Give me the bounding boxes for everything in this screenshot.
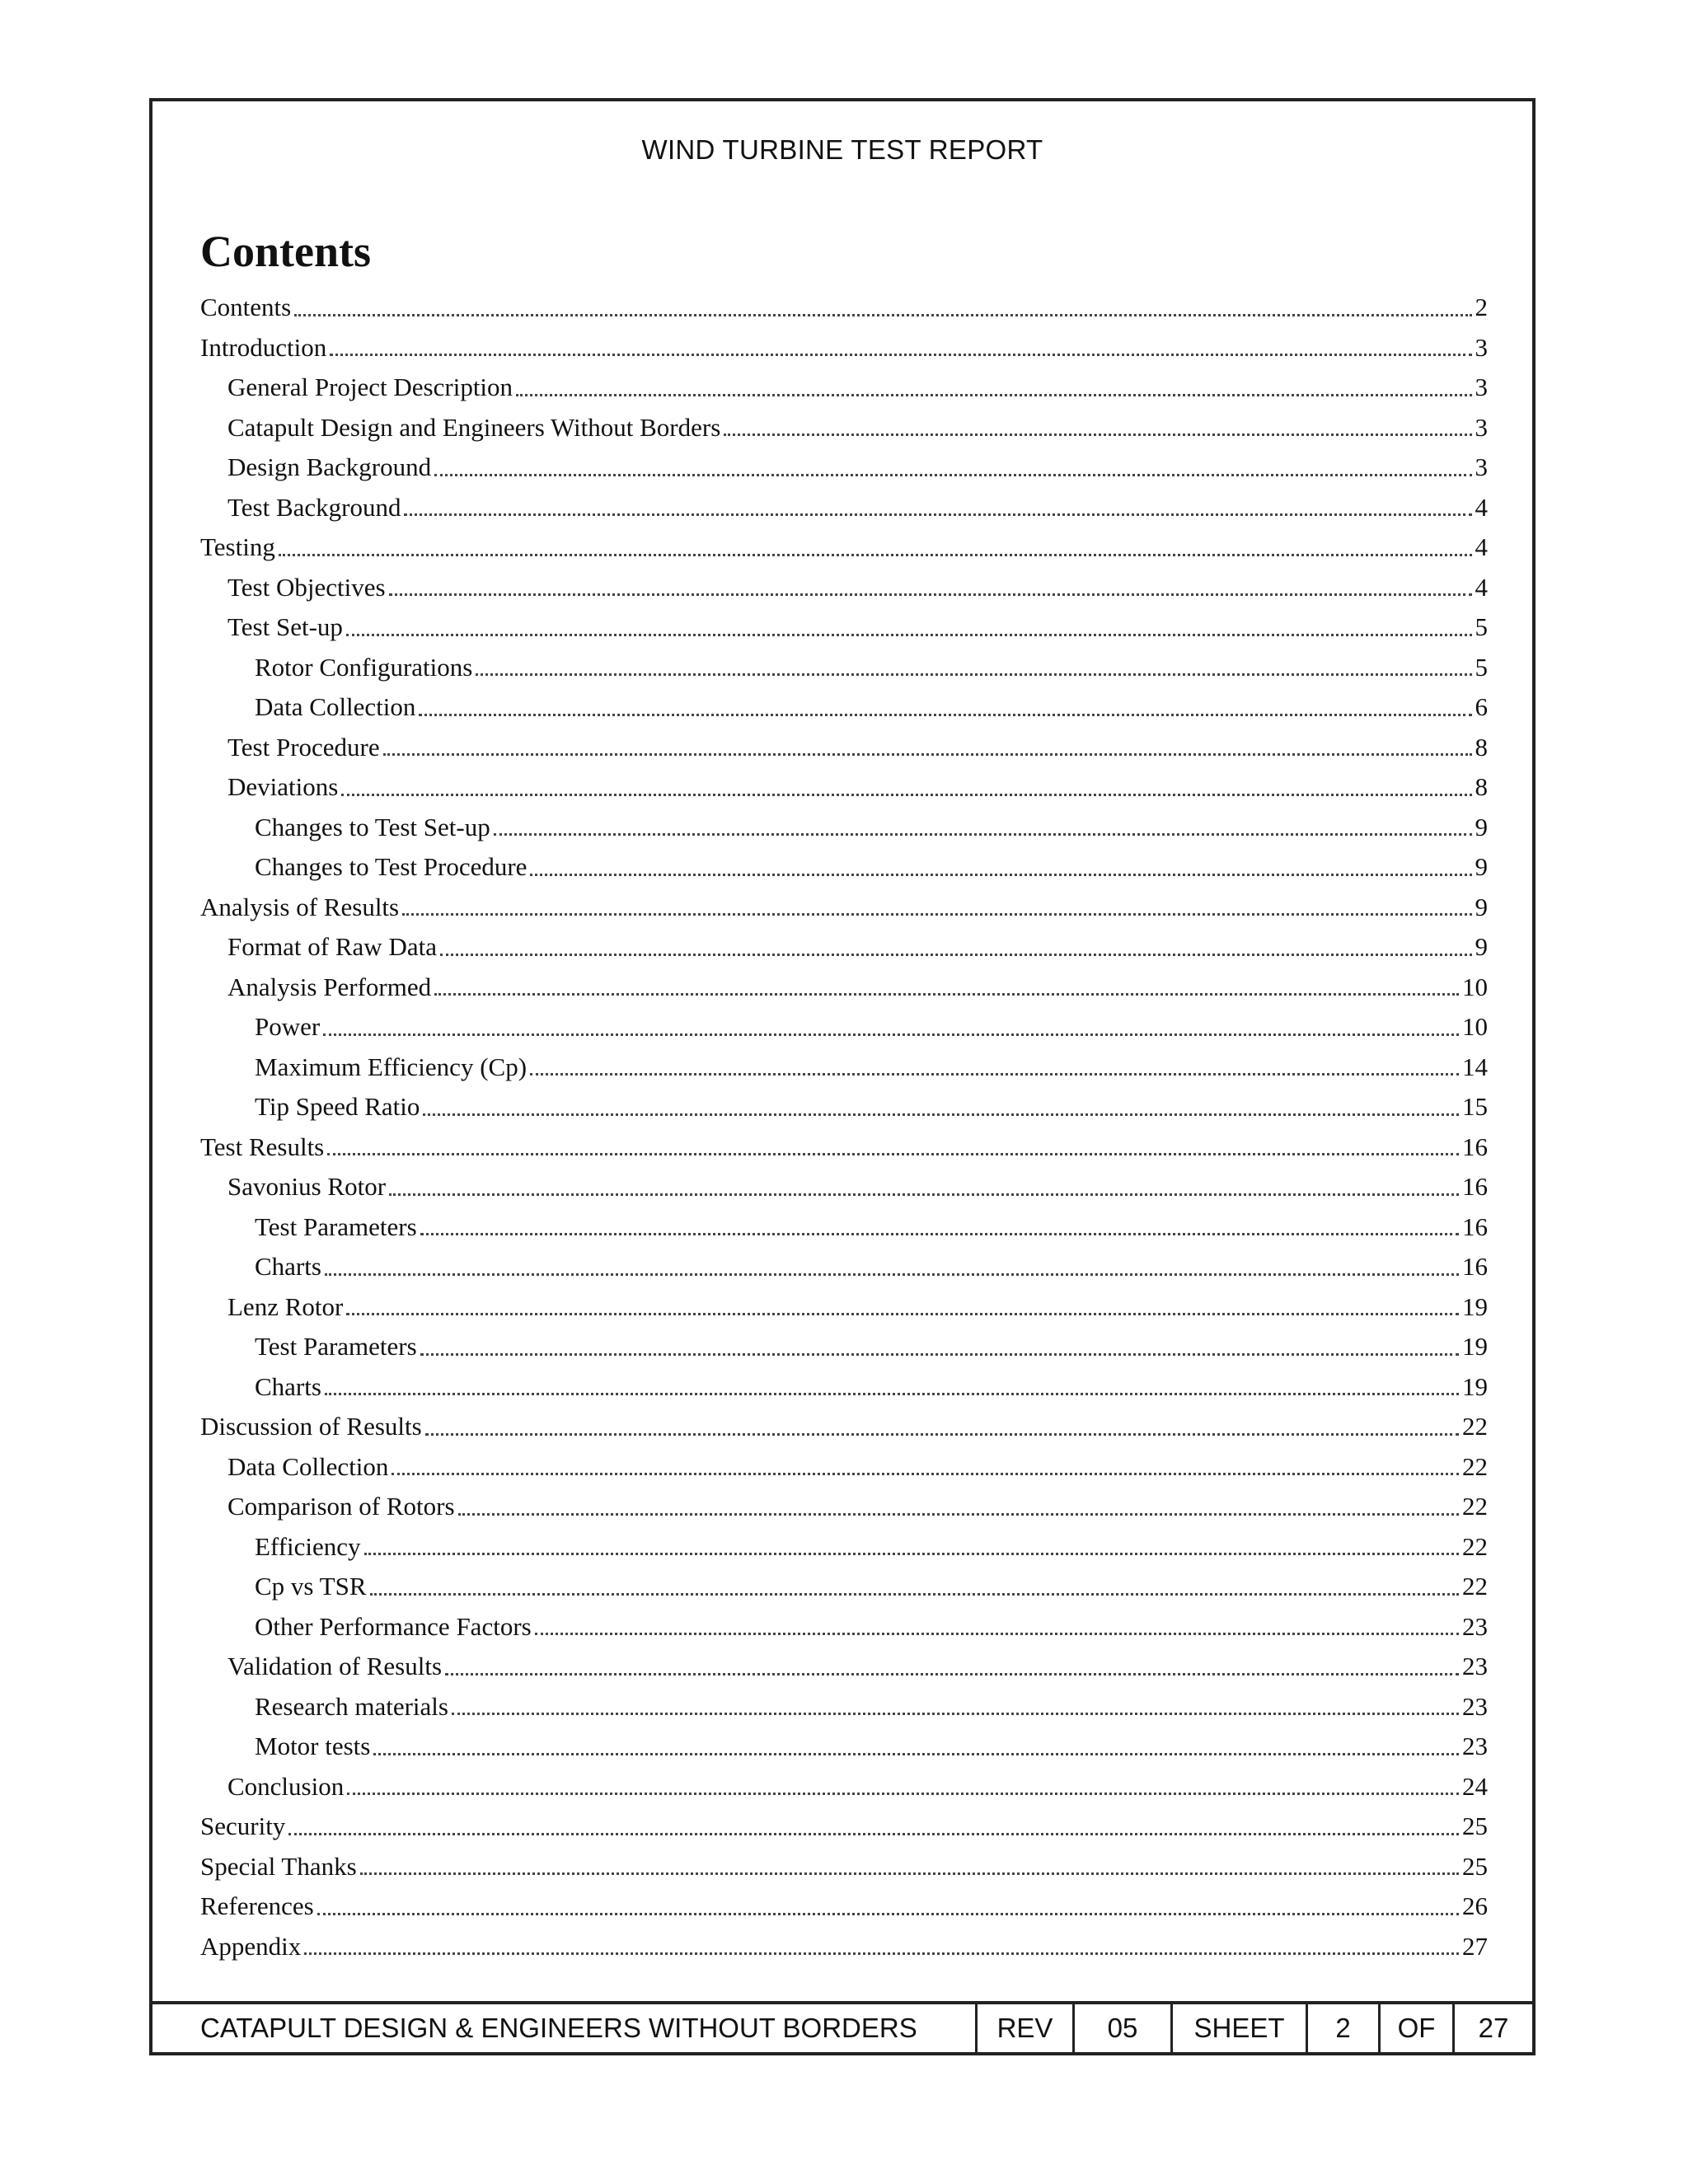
toc-entry-label: Testing (200, 532, 275, 562)
toc-dot-leader (425, 1433, 1459, 1436)
toc-entry-page: 15 (1462, 1092, 1488, 1122)
toc-entry-page: 4 (1475, 572, 1488, 602)
toc-entry-label: Special Thanks (200, 1851, 357, 1881)
footer-of-label: OF (1378, 2004, 1452, 2052)
toc-entry-page: 4 (1475, 532, 1488, 562)
toc-entry[interactable] (200, 1847, 1488, 1887)
toc-entry-label: Tip Speed Ratio (255, 1092, 420, 1122)
toc-entry-page: 8 (1475, 772, 1488, 802)
toc-entry-label: Appendix (200, 1931, 302, 1961)
toc-entry[interactable] (200, 1607, 1488, 1647)
toc-entry-label: Test Background (227, 492, 401, 522)
toc-entry-page: 3 (1475, 373, 1488, 402)
toc-entry-label: Rotor Configurations (255, 652, 473, 682)
toc-entry-label: Security (200, 1811, 286, 1841)
toc-entry[interactable] (200, 1487, 1488, 1527)
toc-dot-leader (434, 993, 1459, 996)
toc-entry-label: References (200, 1891, 314, 1921)
toc-entry[interactable] (200, 1007, 1488, 1047)
toc-entry[interactable] (200, 1687, 1488, 1727)
toc-entry-page: 22 (1462, 1451, 1488, 1481)
toc-entry-page: 9 (1475, 892, 1488, 921)
toc-dot-leader (392, 1473, 1459, 1475)
toc-dot-leader (458, 1513, 1459, 1516)
toc-entry-page: 10 (1462, 1012, 1488, 1042)
toc-entry[interactable] (200, 1367, 1488, 1408)
toc-entry-label: Introduction (200, 332, 327, 362)
toc-entry[interactable] (200, 1567, 1488, 1607)
toc-dot-leader (389, 1193, 1459, 1196)
toc-entry-page: 9 (1475, 812, 1488, 841)
toc-entry[interactable] (200, 687, 1488, 728)
toc-entry-page: 25 (1462, 1851, 1488, 1881)
toc-entry-page: 24 (1462, 1771, 1488, 1801)
footer-sheet-label: SHEET (1170, 2004, 1306, 2052)
toc-entry[interactable] (200, 1767, 1488, 1807)
toc-entry-label: Savonius Rotor (227, 1172, 387, 1202)
toc-entry-label: Charts (255, 1252, 321, 1282)
toc-heading: Contents (200, 227, 372, 276)
toc-entry-label: Test Results (200, 1132, 325, 1161)
toc-entry-page: 16 (1462, 1252, 1488, 1282)
toc-entry[interactable] (200, 648, 1488, 688)
toc-entry-label: Comparison of Rotors (227, 1492, 455, 1521)
toc-entry[interactable] (200, 1127, 1488, 1168)
toc-entry[interactable] (200, 568, 1488, 608)
toc-dot-leader (530, 874, 1471, 876)
toc-dot-leader (440, 954, 1472, 956)
toc-entry-page: 3 (1475, 452, 1488, 482)
toc-dot-leader (383, 753, 1472, 756)
toc-entry[interactable] (200, 1407, 1488, 1447)
toc-entry[interactable] (200, 1087, 1488, 1127)
toc-entry[interactable] (200, 328, 1488, 368)
toc-dot-leader (323, 1033, 1459, 1036)
toc-entry[interactable] (200, 888, 1488, 928)
toc-entry-label: Deviations (227, 772, 339, 802)
toc-entry-page: 4 (1475, 492, 1488, 522)
toc-entry-page: 3 (1475, 332, 1488, 362)
toc-entry-label: Charts (255, 1371, 321, 1401)
toc-entry-page: 19 (1462, 1371, 1488, 1401)
toc-entry-label: General Project Description (227, 373, 513, 402)
toc-dot-leader (325, 1273, 1459, 1276)
toc-entry[interactable] (200, 607, 1488, 648)
toc-entry-page: 16 (1462, 1172, 1488, 1202)
toc-entry-label: Changes to Test Set-up (255, 812, 490, 841)
table-of-contents (200, 288, 1488, 1966)
toc-entry[interactable] (200, 1447, 1488, 1488)
toc-entry[interactable] (200, 1727, 1488, 1767)
toc-dot-leader (347, 1793, 1459, 1795)
toc-entry-page: 3 (1475, 412, 1488, 442)
toc-dot-leader (304, 1952, 1459, 1955)
toc-dot-leader (341, 794, 1471, 796)
toc-entry[interactable] (200, 968, 1488, 1008)
toc-entry[interactable] (200, 927, 1488, 968)
toc-dot-leader (317, 1913, 1459, 1915)
toc-entry-page: 2 (1475, 293, 1488, 322)
toc-dot-leader (360, 1872, 1459, 1875)
toc-dot-leader (389, 593, 1472, 596)
toc-entry-label: Design Background (227, 452, 432, 482)
toc-entry-label: Catapult Design and Engineers Without Borders (227, 412, 721, 442)
toc-entry-label: Validation of Results (227, 1652, 443, 1681)
toc-entry-label: Test Parameters (255, 1332, 417, 1361)
toc-entry[interactable] (200, 847, 1488, 888)
toc-entry[interactable] (200, 808, 1488, 848)
toc-dot-leader (327, 1153, 1459, 1155)
toc-dot-leader (420, 1233, 1459, 1235)
toc-entry[interactable] (200, 1207, 1488, 1248)
toc-entry[interactable] (200, 1047, 1488, 1088)
toc-entry[interactable] (200, 288, 1488, 328)
toc-dot-leader (364, 1553, 1459, 1555)
toc-dot-leader (494, 833, 1472, 836)
toc-dot-leader (402, 913, 1471, 916)
toc-entry-label: Test Procedure (227, 732, 380, 762)
footer-organization: CATAPULT DESIGN & ENGINEERS WITHOUT BORDERS (200, 2013, 917, 2043)
toc-entry[interactable] (200, 1287, 1488, 1328)
footer-of-value: 27 (1452, 2004, 1532, 2052)
toc-entry-page: 23 (1462, 1691, 1488, 1721)
toc-dot-leader (423, 1113, 1459, 1116)
footer-rev-value: 05 (1072, 2004, 1170, 2052)
toc-entry-page: 6 (1475, 692, 1488, 722)
toc-entry-page: 27 (1462, 1931, 1488, 1961)
toc-entry-label: Conclusion (227, 1771, 345, 1801)
toc-entry[interactable] (200, 1527, 1488, 1568)
toc-entry-page: 19 (1462, 1332, 1488, 1361)
toc-entry-page: 22 (1462, 1492, 1488, 1521)
toc-entry[interactable] (200, 448, 1488, 488)
toc-entry-page: 22 (1462, 1412, 1488, 1441)
toc-dot-leader (346, 1313, 1459, 1315)
toc-entry-label: Changes to Test Procedure (255, 852, 528, 882)
report-header: WIND TURBINE TEST REPORT (641, 134, 1043, 165)
toc-entry-label: Efficiency (255, 1531, 361, 1561)
toc-dot-leader (346, 634, 1472, 636)
toc-entry-page: 22 (1462, 1531, 1488, 1561)
toc-entry[interactable] (200, 408, 1488, 448)
title-block-footer (152, 2001, 1532, 2052)
toc-entry[interactable] (200, 767, 1488, 808)
toc-entry-label: Analysis Performed (227, 972, 432, 1001)
toc-entry-page: 5 (1475, 652, 1488, 682)
toc-entry[interactable] (200, 1807, 1488, 1847)
toc-entry-label: Test Set-up (227, 612, 343, 642)
toc-entry-page: 23 (1462, 1732, 1488, 1761)
toc-dot-leader (419, 714, 1471, 716)
toc-entry-page: 23 (1462, 1652, 1488, 1681)
toc-entry-page: 14 (1462, 1052, 1488, 1081)
toc-entry-label: Test Objectives (227, 572, 386, 602)
toc-dot-leader (325, 1393, 1459, 1395)
toc-entry-label: Motor tests (255, 1732, 371, 1761)
toc-entry[interactable] (200, 1247, 1488, 1287)
toc-dot-leader (516, 394, 1471, 396)
toc-entry[interactable] (200, 488, 1488, 528)
toc-dot-leader (330, 354, 1471, 356)
toc-dot-leader (420, 1353, 1459, 1356)
page-frame (149, 98, 1536, 2055)
toc-dot-leader (373, 1753, 1459, 1755)
toc-dot-leader (370, 1593, 1459, 1596)
toc-entry[interactable] (200, 728, 1488, 768)
toc-entry[interactable] (200, 1927, 1488, 1967)
toc-entry-label: Data Collection (255, 692, 416, 722)
toc-dot-leader (724, 434, 1471, 436)
toc-dot-leader (404, 513, 1471, 516)
toc-entry-page: 23 (1462, 1611, 1488, 1641)
toc-entry-label: Other Performance Factors (255, 1611, 532, 1641)
toc-entry[interactable] (200, 1647, 1488, 1687)
toc-dot-leader (288, 1833, 1459, 1835)
toc-dot-leader (452, 1713, 1459, 1715)
toc-entry-label: Maximum Efficiency (Cp) (255, 1052, 528, 1081)
footer-sheet-value: 2 (1306, 2004, 1378, 2052)
toc-entry-label: Power (255, 1012, 321, 1042)
toc-dot-leader (279, 554, 1472, 556)
toc-entry-page: 22 (1462, 1572, 1488, 1601)
toc-entry-page: 9 (1475, 852, 1488, 882)
toc-entry-page: 16 (1462, 1132, 1488, 1161)
toc-entry[interactable] (200, 368, 1488, 408)
toc-entry-page: 5 (1475, 612, 1488, 642)
toc-entry[interactable] (200, 1886, 1488, 1927)
footer-rev-label: REV (975, 2004, 1072, 2052)
toc-entry-page: 25 (1462, 1811, 1488, 1841)
toc-entry[interactable] (200, 1167, 1488, 1207)
toc-entry-page: 10 (1462, 972, 1488, 1001)
toc-entry-label: Cp vs TSR (255, 1572, 367, 1601)
toc-dot-leader (530, 1073, 1459, 1076)
toc-entry-label: Research materials (255, 1691, 448, 1721)
toc-entry-page: 26 (1462, 1891, 1488, 1921)
toc-entry-label: Lenz Rotor (227, 1291, 344, 1321)
toc-entry-label: Discussion of Results (200, 1412, 422, 1441)
toc-entry[interactable] (200, 527, 1488, 568)
toc-dot-leader (445, 1673, 1459, 1675)
toc-entry-page: 9 (1475, 932, 1488, 962)
toc-entry-label: Contents (200, 293, 292, 322)
toc-dot-leader (476, 673, 1471, 676)
toc-entry-label: Analysis of Results (200, 892, 400, 921)
toc-entry-label: Data Collection (227, 1451, 389, 1481)
toc-dot-leader (294, 314, 1471, 316)
toc-dot-leader (535, 1633, 1459, 1635)
toc-entry-page: 19 (1462, 1291, 1488, 1321)
toc-entry-page: 8 (1475, 732, 1488, 762)
toc-entry-label: Test Parameters (255, 1212, 417, 1241)
toc-entry-label: Format of Raw Data (227, 932, 437, 962)
toc-entry[interactable] (200, 1327, 1488, 1367)
toc-entry-page: 16 (1462, 1212, 1488, 1241)
toc-dot-leader (434, 474, 1471, 476)
